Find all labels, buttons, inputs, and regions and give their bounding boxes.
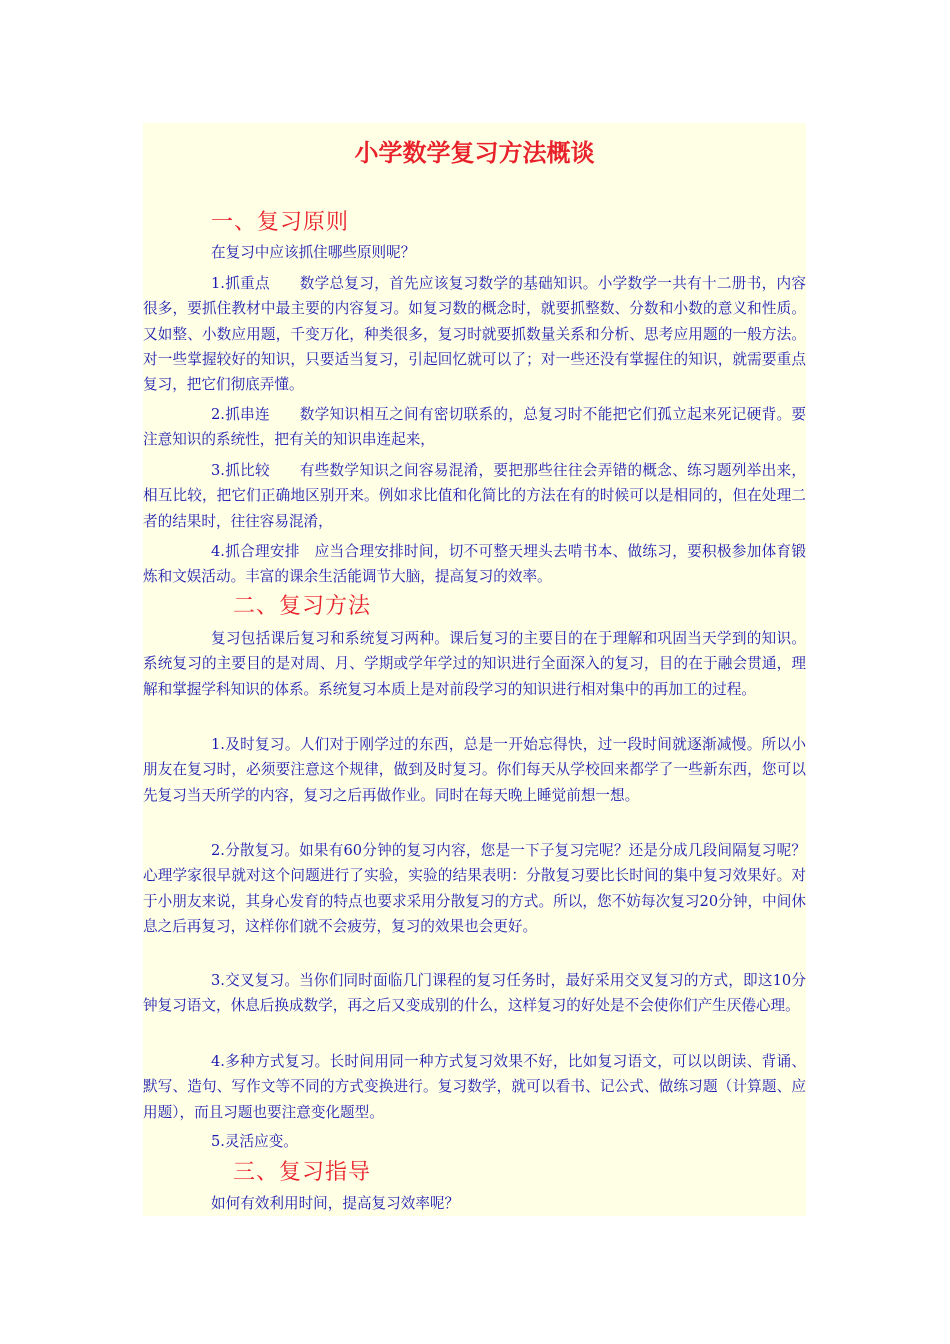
section-heading-methods: 二、复习方法 xyxy=(233,594,372,619)
methods-paragraph-3: 3.交叉复习。当你们同时面临几门课程的复习任务时，最好采用交叉复习的方式，即这10分钟复习语文，休息后换成数学，再之后又变成别的什么，这样复习的好处是不会使你们产生厌倦心理。 xyxy=(143,972,806,1015)
methods-intro: 复习包括课后复习和系统复习两种。课后复习的主要目的在于理解和巩固当天学到的知识。系统复习的主要目的是对周、月、学期或学年学过的知识进行全面深入的复习，目的在于融会贯通，理解和掌握学科知识的体系。系统复习本质上是对前段学习的知识进行相对集中的再加工的过程。 xyxy=(143,630,806,698)
principles-paragraph-3: 3.抓比较 有些数学知识之间容易混淆，要把那些往往会弄错的概念、练习题列举出来，相互比较，把它们正确地区别开来。例如求比值和化简比的方法在有的时候可以是相同的，但在处理二者的结果时，往往容易混淆， xyxy=(143,462,806,530)
article-panel xyxy=(143,123,806,1216)
principles-intro: 在复习中应该抓住哪些原则呢？ xyxy=(211,244,416,261)
section-heading-guidance: 三、复习指导 xyxy=(233,1160,372,1185)
guidance-intro: 如何有效利用时间，提高复习效率呢？ xyxy=(211,1195,460,1212)
principles-paragraph-2: 2.抓串连 数学知识相互之间有密切联系的，总复习时不能把它们孤立起来死记硬背。要注意知识的系统性，把有关的知识串连起来， xyxy=(143,406,806,449)
methods-paragraph-1: 1.及时复习。人们对于刚学过的东西，总是一开始忘得快，过一段时间就逐渐减慢。所以小朋友在复习时，必须要注意这个规律，做到及时复习。你们每天从学校回来都学了一些新东西，您可以先复习当天所学的内容，复习之后再做作业。同时在每天晚上睡觉前想一想。 xyxy=(143,736,806,804)
section-heading-principles: 一、复习原则 xyxy=(211,210,350,235)
methods-paragraph-4: 4.多种方式复习。长时间用同一种方式复习效果不好，比如复习语文，可以以朗读、背诵、默写、造句、写作文等不同的方式变换进行。复习数学，就可以看书、记公式、做练习题（计算题、应用题），而且习题也要注意变化题型。 xyxy=(143,1053,806,1121)
principles-paragraph-1: 1.抓重点 数学总复习，首先应该复习数学的基础知识。小学数学一共有十二册书，内容很多，要抓住教材中最主要的内容复习。如复习数的概念时，就要抓整数、分数和小数的意义和性质。又如整、小数应用题，千变万化，种类很多，复习时就要抓数量关系和分析、思考应用题的一般方法。对一些掌握较好的知识，只要适当复习，引起回忆就可以了；对一些还没有掌握住的知识，就需要重点复习，把它们彻底弄懂。 xyxy=(143,275,806,394)
article-title: 小学数学复习方法概谈 xyxy=(354,138,595,167)
methods-paragraph-2: 2.分散复习。如果有60分钟的复习内容，您是一下子复习完呢？还是分成几段间隔复习呢？心理学家很早就对这个问题进行了实验，实验的结果表明：分散复习要比长时间的集中复习效果好。对于小朋友来说，其身心发育的特点也要求采用分散复习的方式。所以，您不妨每次复习20分钟，中间休息之后再复习，这样你们就不会疲劳，复习的效果也会更好。 xyxy=(143,842,806,935)
methods-paragraph-5: 5.灵活应变。 xyxy=(211,1133,298,1150)
principles-paragraph-4: 4.抓合理安排 应当合理安排时间，切不可整天埋头去啃书本、做练习，要积极参加体育锻炼和文娱活动。丰富的课余生活能调节大脑，提高复习的效率。 xyxy=(143,543,806,586)
